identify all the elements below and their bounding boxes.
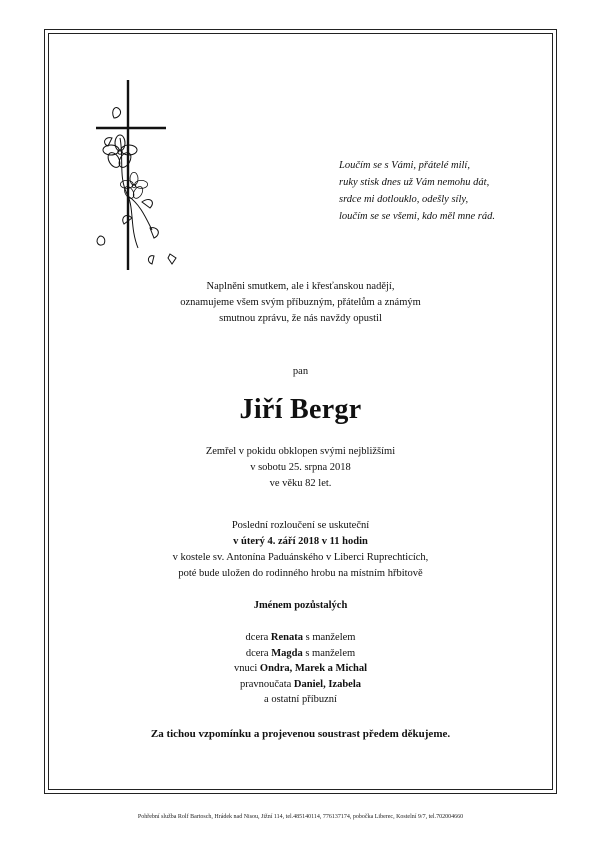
intro-text: [0, 279, 601, 327]
funeral-line: Poslední rozloučení se uskuteční: [231, 520, 370, 531]
relation: pravnoučata: [239, 678, 294, 690]
mourner-name: Daniel, Izabela: [293, 678, 362, 690]
mourner-row: a ostatní příbuzní: [264, 694, 337, 705]
death-info: [0, 444, 601, 492]
relation-suffix: s manželem: [302, 647, 356, 659]
poem: [339, 157, 539, 225]
thanks-text: Za tichou vzpomínku a projevenou soustrast předem děkujeme.: [150, 728, 451, 740]
mourner-name: Ondra, Marek a Michal: [259, 663, 368, 674]
funeral-place: v kostele sv. Antonína Paduánského v Liberci Ruprechticích,: [172, 552, 429, 563]
mourner-name: Magda: [271, 647, 303, 659]
relation: dcera: [245, 647, 272, 659]
poem-line: loučím se se všemi, kdo měl mne rád.: [339, 211, 496, 222]
intro-line: oznamujeme všem svým příbuzným, přátelům a známým: [180, 297, 421, 308]
deceased-name: Jiří Bergr: [239, 394, 362, 425]
funeral-date-text: v úterý 4. září 2018 v 11 hodin: [233, 536, 368, 547]
poem-line: Loučím se s Vámi, přátelé milí,: [339, 160, 470, 171]
burial-info: poté bude uložen do rodinného hrobu na místním hřbitově: [178, 568, 423, 579]
mourners-list: [0, 630, 601, 708]
poem-line: srdce mi dotlouklo, odešly síly,: [339, 194, 469, 205]
mourner-row: [0, 646, 601, 662]
mourner-row: [0, 677, 601, 693]
relation: dcera: [245, 632, 271, 643]
death-line: v sobotu 25. srpna 2018: [250, 462, 351, 473]
honorific: pan: [292, 366, 309, 377]
mourner-name: Renata: [270, 632, 303, 643]
relation: vnuci: [233, 663, 260, 674]
intro-line: Naplněni smutkem, ale i křesťanskou nadějí,: [206, 281, 395, 292]
funeral-info: [0, 518, 601, 582]
relation-suffix: s manželem: [302, 632, 356, 643]
death-line: ve věku 82 let.: [269, 478, 332, 489]
poem-line: ruky stisk dnes už Vám nemohu dát,: [339, 177, 490, 188]
mourner-row: [0, 630, 601, 646]
funeral-date: [0, 534, 601, 550]
cross-flower-icon: [90, 78, 186, 274]
mourner-row: [0, 661, 601, 677]
intro-line: smutnou zprávu, že nás navždy opustil: [219, 313, 382, 324]
heirs-title: Jménem pozůstalých: [253, 600, 348, 611]
footer-text: Pohřební služba Rolf Bartosch, Hrádek nad Nisou, Jižní 114, tel.485140114, 776137174, pobočka Liberec, Kostelní 9/7, tel.702004660: [137, 814, 464, 820]
death-line: Zemřel v pokidu obklopen svými nejbližšími: [205, 446, 396, 457]
